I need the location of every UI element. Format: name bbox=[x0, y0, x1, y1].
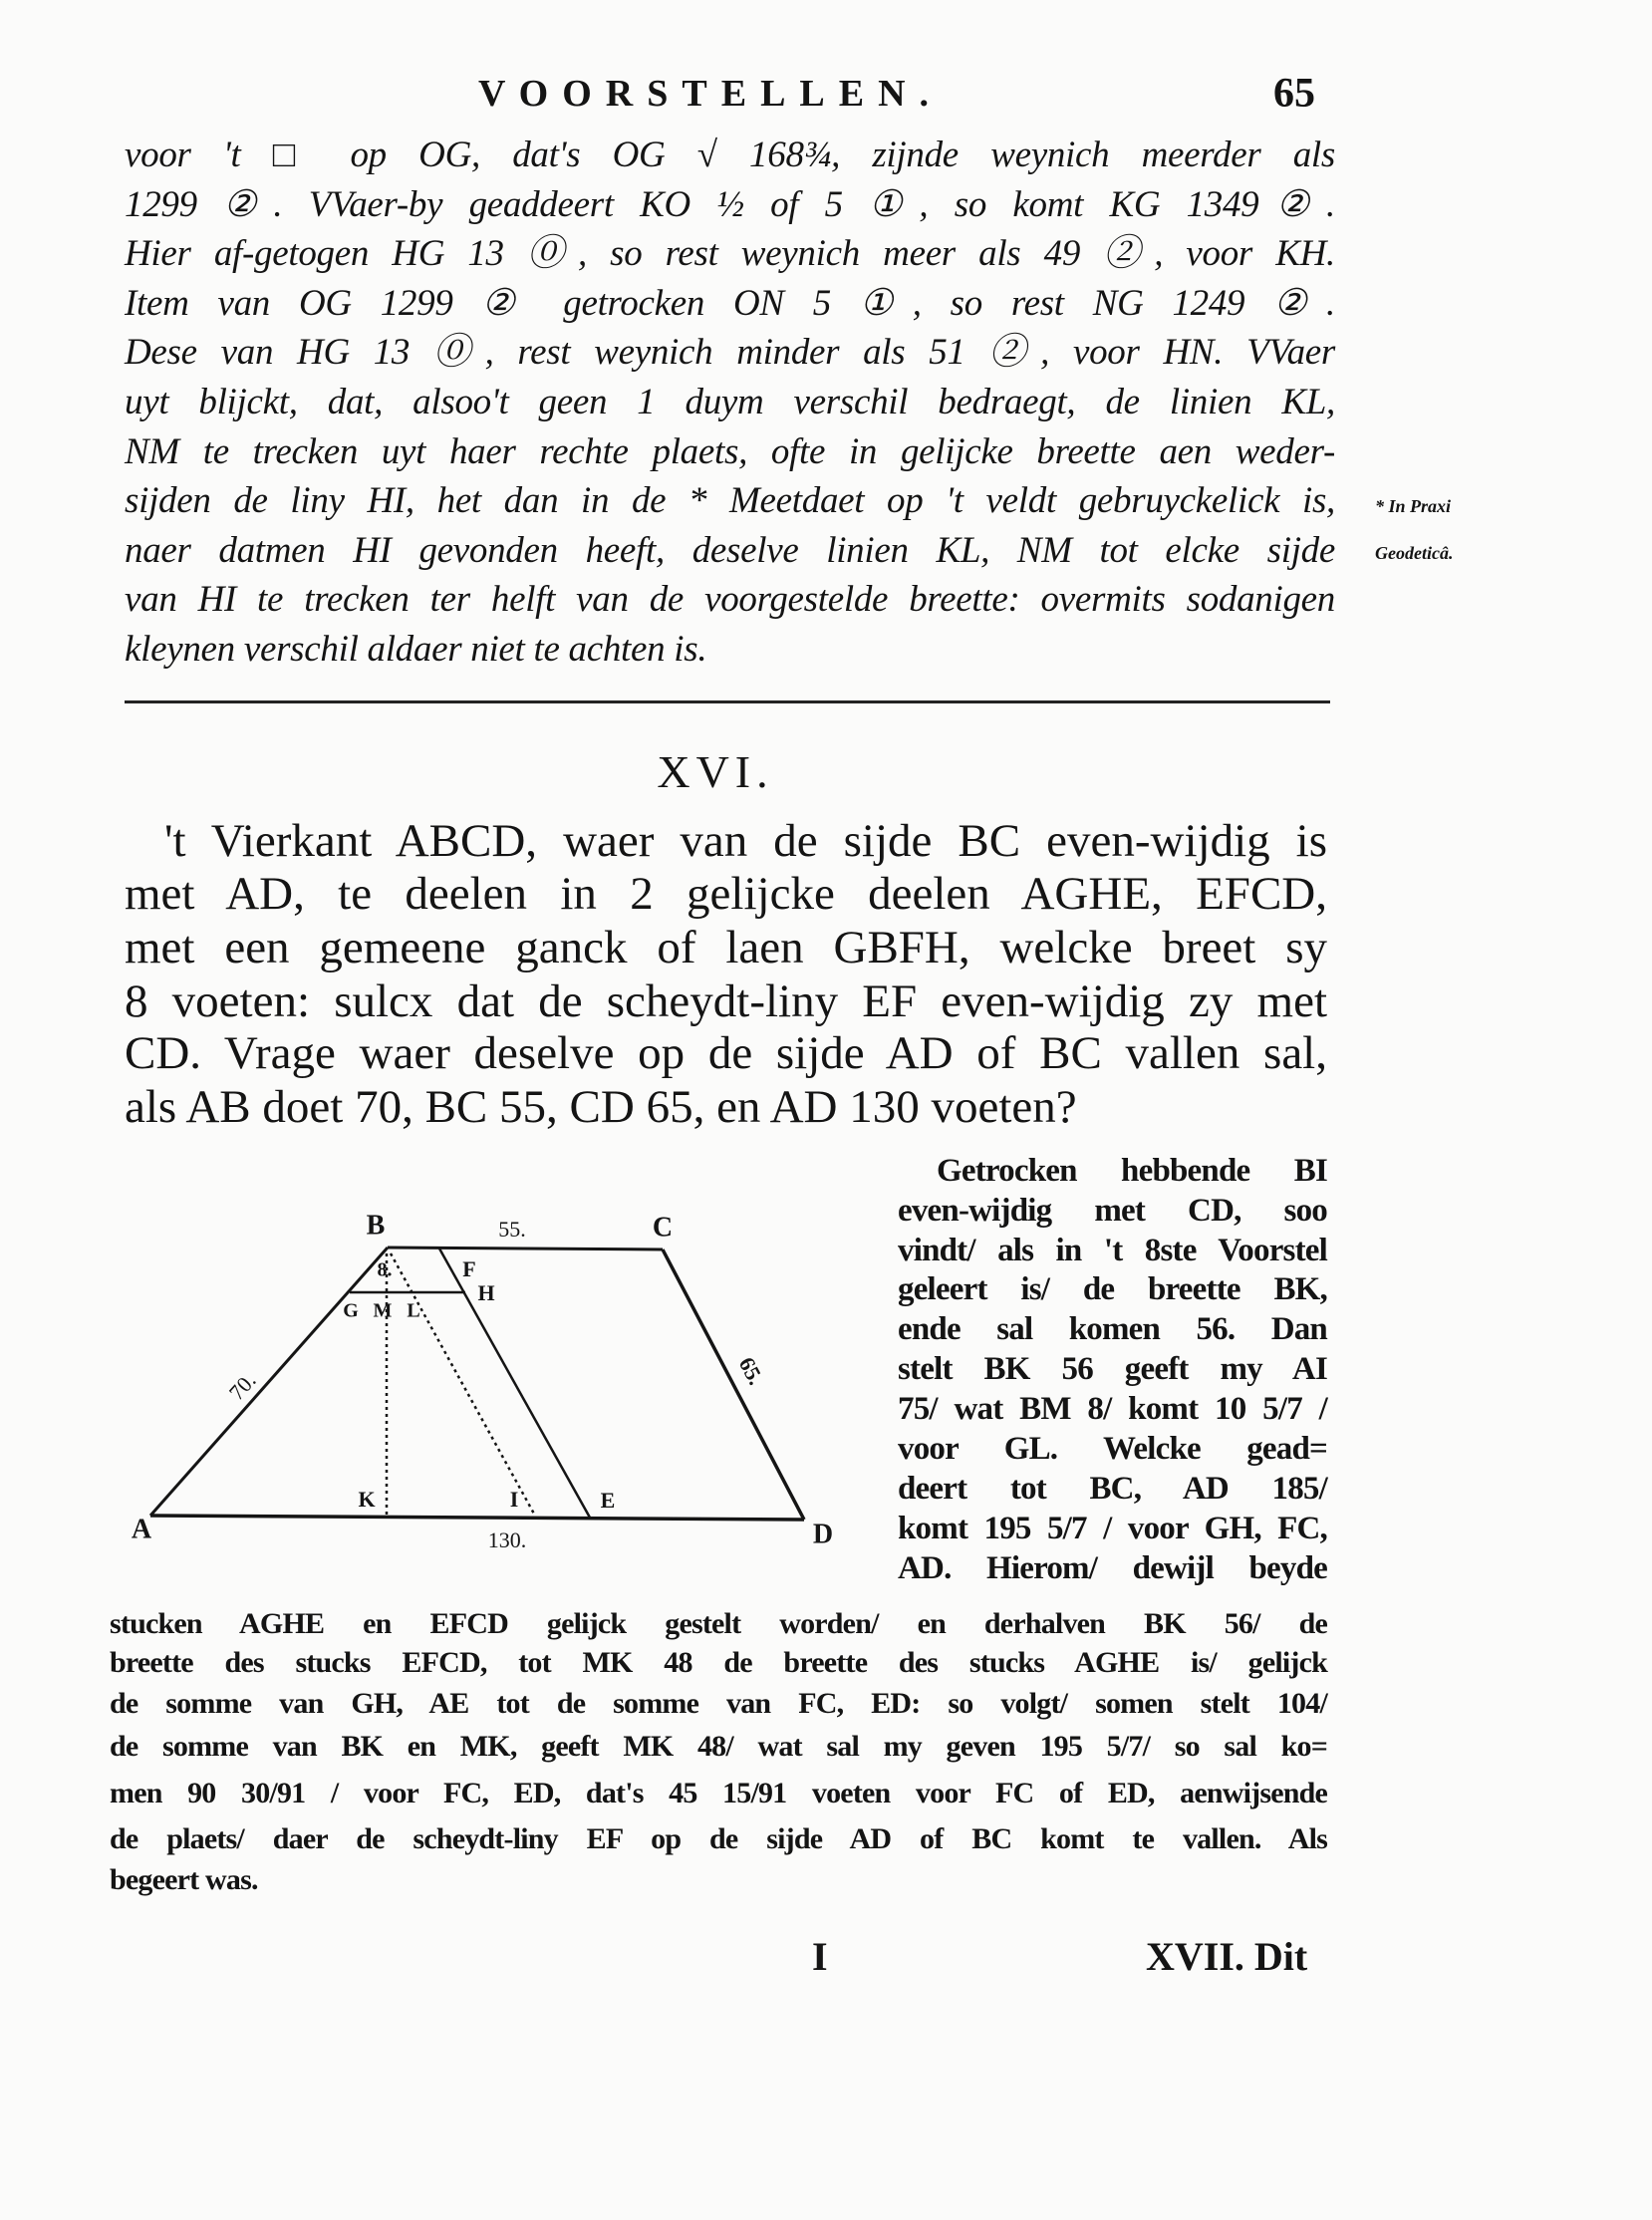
problem-line: met een gemeene ganck of laen GBFH, welcke breet sy bbox=[125, 922, 1327, 973]
label-i: I bbox=[509, 1487, 519, 1513]
text-line: voor 't □ op OG, dat's OG √ 168¾, zijnde weynich meerder als bbox=[125, 135, 1335, 175]
catchword: XVII. Dit bbox=[1146, 1934, 1308, 1979]
problem-line: CD. Vrage waer deselve op de sijde AD of BC vallen sal, bbox=[125, 1027, 1327, 1079]
label-ab-measure: 70. bbox=[223, 1367, 261, 1405]
text-line: NM te trecken uyt haer rechte plaets, ofte in gelijcke breette aen weder- bbox=[125, 431, 1335, 472]
problem-line: 't Vierkant ABCD, waer van de sijde BC even-wijdig is bbox=[164, 815, 1327, 867]
solution-line: de somme van BK en MK, geeft MK 48/ wat sal my geven 195 5/7/ so sal ko= bbox=[110, 1730, 1327, 1763]
side-ab bbox=[150, 1248, 388, 1516]
label-k: K bbox=[358, 1487, 376, 1513]
text-line: Item van OG 1299 ② getrocken ON 5 ①, so rest NG 1249 ②. bbox=[125, 283, 1335, 324]
text-line: Hier af-getogen HG 13 ⓪, so rest weynich meer als 49 ②, voor KH. bbox=[125, 233, 1335, 274]
solution-line: stelt BK 56 geeft my AI bbox=[898, 1351, 1327, 1387]
label-c: C bbox=[652, 1212, 674, 1244]
label-a: A bbox=[131, 1514, 152, 1545]
running-title: VOORSTELLEN. bbox=[478, 73, 944, 115]
solution-line: men 90 30/91 / voor FC, ED, dat's 45 15/91 voeten voor FC of ED, aenwijsende bbox=[110, 1777, 1327, 1809]
margin-note: * In Praxi bbox=[1375, 496, 1452, 516]
solution-line: even-wijdig met CD, soo bbox=[898, 1193, 1327, 1229]
solution-line: de plaets/ daer de scheydt-liny EF op de sijde AD of BC komt te vallen. Als bbox=[110, 1822, 1327, 1855]
problem-line: met AD, te deelen in 2 gelijcke deelen AGHE, EFCD, bbox=[125, 868, 1327, 920]
side-cd bbox=[663, 1249, 804, 1520]
label-e: E bbox=[600, 1488, 616, 1514]
solution-line: stucken AGHE en EFCD gelijck gestelt worden/ en derhalven BK 56/ de bbox=[110, 1607, 1327, 1640]
label-b: B bbox=[366, 1210, 386, 1242]
label-bm-measure: 8. bbox=[377, 1258, 393, 1281]
side-bc bbox=[388, 1248, 663, 1249]
solution-line: voor GL. Welcke gead= bbox=[898, 1431, 1327, 1467]
solution-line: 75/ wat BM 8/ komt 10 5/7 / bbox=[898, 1391, 1327, 1427]
problem-line: 8 voeten: sulcx dat de scheydt-liny EF even-wijdig zy met bbox=[125, 975, 1327, 1027]
solution-line: breette des stucks EFCD, tot MK 48 de breette des stucks AGHE is/ gelijck bbox=[110, 1646, 1327, 1679]
problem-number: XVI. bbox=[657, 746, 774, 797]
text-line: Dese van HG 13 ⓪, rest weynich minder als 51 ②, voor HN. VVaer bbox=[125, 332, 1335, 373]
text-line: 1299 ②. VVaer-by geaddeert KO ½ of 5 ①, so komt KG 1349②. bbox=[125, 184, 1335, 225]
solution-line: deert tot BC, AD 185/ bbox=[898, 1471, 1327, 1507]
label-bc-measure: 55. bbox=[498, 1217, 526, 1243]
solution-line: AD. Hierom/ dewijl beyde bbox=[898, 1550, 1327, 1586]
text-line: sijden de liny HI, het dan in de * Meetdaet op 't veldt gebruyckelick is, bbox=[125, 480, 1335, 521]
label-ad-measure: 130. bbox=[487, 1527, 527, 1553]
label-d: D bbox=[812, 1519, 834, 1550]
solution-line: vindt/ als in 't 8ste Voorstel bbox=[898, 1233, 1327, 1268]
text-line: naer datmen HI gevonden heeft, deselve linien KL, NM tot elcke sijde bbox=[125, 530, 1335, 571]
text-line: uyt blijckt, dat, alsoo't geen 1 duym verschil bedraegt, de linien KL, bbox=[125, 382, 1335, 422]
margin-note: Geodeticâ. bbox=[1375, 543, 1454, 563]
solution-line: begeert was. bbox=[110, 1863, 258, 1896]
page-number: 65 bbox=[1273, 71, 1315, 117]
geometry-figure bbox=[0, 0, 857, 1564]
text-line: van HI te trecken ter helft van de voorgestelde breette: overmits sodanigen bbox=[125, 579, 1335, 620]
solution-line: ende sal komen 56. Dan bbox=[898, 1311, 1327, 1347]
label-l: L bbox=[407, 1299, 420, 1322]
solution-line: geleert is/ de breette BK, bbox=[898, 1271, 1327, 1307]
solution-line: komt 195 5/7 / voor GH, FC, bbox=[898, 1511, 1327, 1546]
signature-mark: I bbox=[812, 1934, 828, 1979]
solution-line: de somme van GH, AE tot de somme van FC, ED: so volgt/ somen stelt 104/ bbox=[110, 1687, 1327, 1720]
label-h: H bbox=[477, 1280, 495, 1306]
side-ad bbox=[150, 1516, 804, 1520]
label-f: F bbox=[462, 1256, 476, 1282]
problem-line: als AB doet 70, BC 55, CD 65, en AD 130 voeten? bbox=[125, 1081, 1077, 1133]
text-line: kleynen verschil aldaer niet te achten is. bbox=[125, 629, 707, 670]
label-m: M bbox=[373, 1299, 393, 1322]
label-cd-measure: 65. bbox=[733, 1352, 769, 1389]
solution-line: Getrocken hebbende BI bbox=[937, 1153, 1327, 1189]
label-g: G bbox=[343, 1299, 359, 1322]
